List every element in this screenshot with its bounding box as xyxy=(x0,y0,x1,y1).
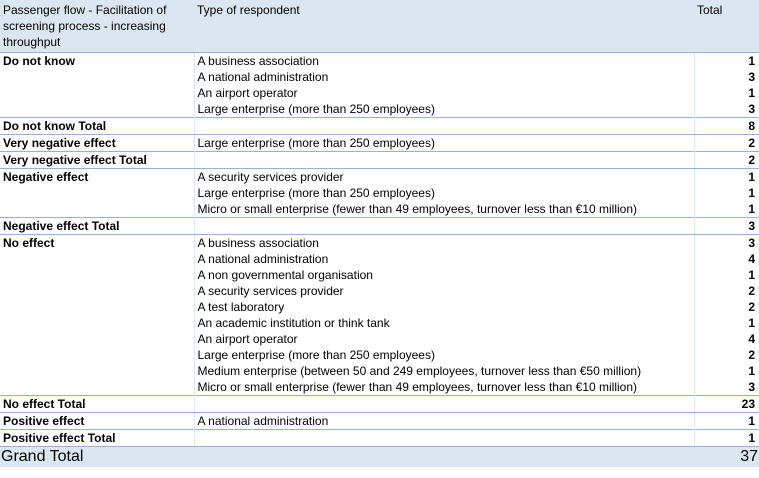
respondent-cell: A national administration xyxy=(194,251,694,267)
respondent-cell: Large enterprise (more than 250 employees) xyxy=(194,135,694,152)
respondent-cell xyxy=(194,396,694,413)
total-cell: 1 xyxy=(694,85,759,101)
header-respondent-type[interactable]: Type of respondent xyxy=(194,0,694,53)
table-row xyxy=(0,85,759,101)
total-cell: 1 xyxy=(694,413,759,430)
table-row xyxy=(0,185,759,201)
total-cell: 1 xyxy=(694,169,759,186)
subtotal-row xyxy=(0,430,759,447)
subtotal-row xyxy=(0,396,759,413)
table-row xyxy=(0,347,759,363)
category-cell xyxy=(0,347,194,363)
category-cell: Positive effect xyxy=(0,413,194,430)
respondent-cell xyxy=(194,118,694,135)
table-row xyxy=(0,283,759,299)
respondent-cell xyxy=(194,218,694,235)
subtotal-row xyxy=(0,152,759,169)
category-cell xyxy=(0,299,194,315)
table-row xyxy=(0,235,759,252)
category-cell: Very negative effect xyxy=(0,135,194,152)
table-row xyxy=(0,363,759,379)
category-cell: No effect Total xyxy=(0,396,194,413)
table-row xyxy=(0,379,759,396)
respondent-cell xyxy=(194,430,694,447)
respondent-cell: Medium enterprise (between 50 and 249 employees, turnover less than €50 million) xyxy=(194,363,694,379)
category-cell: Positive effect Total xyxy=(0,430,194,447)
respondent-cell: A non governmental organisation xyxy=(194,267,694,283)
table-row xyxy=(0,53,759,70)
table-row xyxy=(0,315,759,331)
category-cell xyxy=(0,283,194,299)
table-row xyxy=(0,101,759,118)
category-cell: Do not know xyxy=(3,54,75,68)
category-cell: Negative effect Total xyxy=(0,218,194,235)
grand-total-row xyxy=(0,447,759,468)
total-cell: 23 xyxy=(694,396,759,413)
category-cell xyxy=(0,331,194,347)
respondent-cell: A security services provider xyxy=(194,283,694,299)
category-cell xyxy=(0,379,194,396)
total-cell: 3 xyxy=(694,69,759,85)
respondent-cell: An airport operator xyxy=(194,85,694,101)
table-row xyxy=(0,413,759,430)
table-row xyxy=(0,201,759,218)
respondent-cell: A business association xyxy=(194,235,694,252)
total-cell: 3 xyxy=(694,235,759,252)
category-cell xyxy=(0,185,194,201)
category-cell xyxy=(0,201,194,218)
table-body xyxy=(0,53,759,447)
respondent-cell xyxy=(194,152,694,169)
total-cell: 1 xyxy=(694,430,759,447)
total-cell: 3 xyxy=(694,218,759,235)
category-cell xyxy=(0,101,194,118)
grand-total-label: Grand Total xyxy=(0,447,194,468)
respondent-cell: Large enterprise (more than 250 employees) xyxy=(194,101,694,118)
respondent-cell: A national administration xyxy=(194,69,694,85)
total-cell: 1 xyxy=(694,185,759,201)
total-cell: 2 xyxy=(694,299,759,315)
total-cell: 4 xyxy=(694,251,759,267)
total-cell: 2 xyxy=(694,135,759,152)
total-cell: 1 xyxy=(694,363,759,379)
category-cell xyxy=(0,251,194,267)
respondent-cell: Micro or small enterprise (fewer than 49 employees, turnover less than €10 million) xyxy=(194,379,694,396)
respondent-cell: A security services provider xyxy=(194,169,694,186)
respondent-cell: A national administration xyxy=(194,413,694,430)
table-row xyxy=(0,267,759,283)
respondent-cell: A test laboratory xyxy=(194,299,694,315)
total-cell: 4 xyxy=(694,331,759,347)
respondent-cell: An academic institution or think tank xyxy=(194,315,694,331)
total-cell: 2 xyxy=(694,152,759,169)
table-row xyxy=(0,299,759,315)
table-row xyxy=(0,135,759,152)
category-cell xyxy=(0,315,194,331)
grand-total-value: 37 xyxy=(694,447,759,468)
table-row xyxy=(0,169,759,186)
header-total[interactable]: Total xyxy=(694,0,759,53)
total-cell: 8 xyxy=(694,118,759,135)
table-row xyxy=(0,69,759,85)
total-cell: 1 xyxy=(694,267,759,283)
category-cell xyxy=(0,69,194,85)
header-row xyxy=(0,0,759,53)
total-cell: 1 xyxy=(694,201,759,218)
total-cell: 1 xyxy=(694,53,759,70)
respondent-cell: Large enterprise (more than 250 employees) xyxy=(194,185,694,201)
grand-total-spacer xyxy=(194,447,694,468)
category-cell: Do not know Total xyxy=(0,118,194,135)
subtotal-row xyxy=(0,218,759,235)
total-cell: 1 xyxy=(694,315,759,331)
category-cell: Negative effect xyxy=(0,169,194,186)
respondent-cell: An airport operator xyxy=(194,331,694,347)
table-row xyxy=(0,251,759,267)
total-cell: 3 xyxy=(694,379,759,396)
category-cell xyxy=(0,267,194,283)
table-row xyxy=(0,331,759,347)
total-cell: 2 xyxy=(694,283,759,299)
header-category[interactable]: Passenger flow - Facilitation of screening process - increasing throughput xyxy=(0,0,194,53)
category-cell xyxy=(0,363,194,379)
subtotal-row xyxy=(0,118,759,135)
respondent-cell: Micro or small enterprise (fewer than 49 employees, turnover less than €10 million) xyxy=(194,201,694,218)
category-cell: Very negative effect Total xyxy=(0,152,194,169)
category-cell: No effect xyxy=(0,235,194,252)
respondent-cell: A business association xyxy=(194,53,694,70)
total-cell: 3 xyxy=(694,101,759,118)
total-cell: 2 xyxy=(694,347,759,363)
respondent-cell: Large enterprise (more than 250 employees) xyxy=(194,347,694,363)
category-cell xyxy=(0,85,194,101)
